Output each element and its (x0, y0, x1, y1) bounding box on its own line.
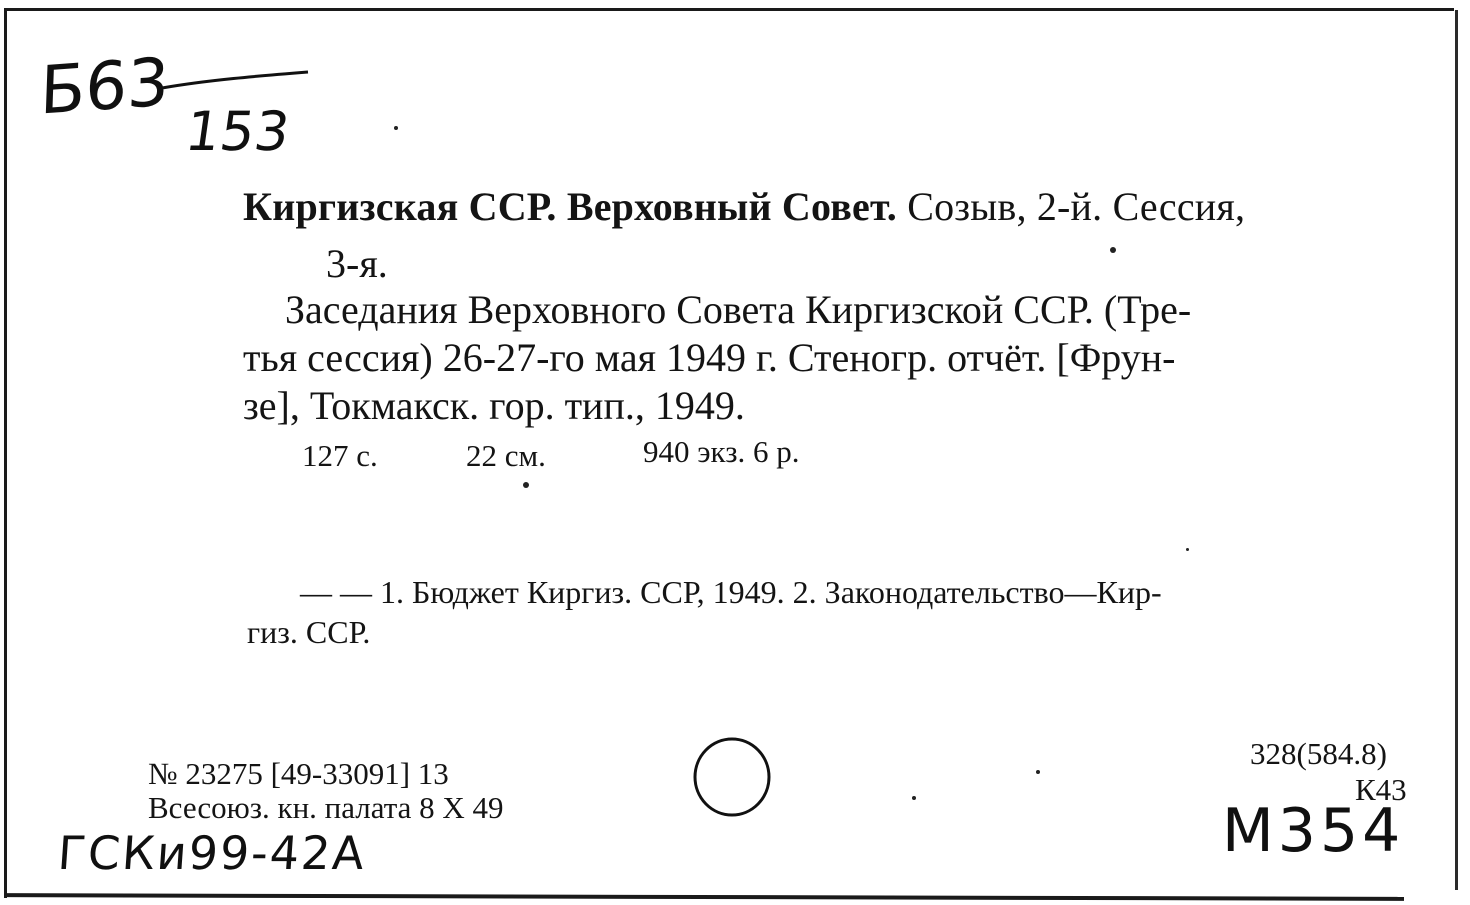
card-heading (243, 183, 1245, 230)
subject-headings-line: — — 1. Бюджет Киргиз. ССР, 1949. 2. Законодательство—Кир- (300, 574, 1162, 610)
ink-speck (1036, 770, 1040, 774)
card-hole (688, 735, 778, 825)
title-line: тья сессия) 26-27-го мая 1949 г. Стеногр. отчёт. [Фрун- (243, 335, 1176, 380)
card-border-left (4, 8, 7, 898)
title-line: зе], Токмакск. гор. тип., 1949. (243, 383, 745, 428)
heading-continuation: 3-я. (326, 241, 388, 286)
collation-copies: 940 экз. 6 р. (643, 434, 800, 469)
card-border-right (1455, 10, 1458, 890)
handwritten-call-number-top: Б63 (38, 43, 171, 130)
subject-headings-line: гиз. ССР. (247, 614, 371, 650)
card-number: № 23275 [49-33091] 13 (148, 756, 449, 791)
ink-speck (394, 126, 398, 130)
handwritten-stroke-line (158, 62, 318, 102)
udc-classification: 328(584.8) (1250, 736, 1387, 771)
collation-size: 22 см. (466, 438, 546, 473)
handwritten-shelf-mark: М354 (1222, 796, 1405, 866)
ink-speck (912, 796, 916, 800)
collation-pages: 127 с. (302, 438, 378, 473)
handwritten-call-number-bottom: 153 (181, 100, 294, 163)
handwritten-inventory-number: ГСКи99-42А (56, 826, 368, 880)
ink-speck (523, 482, 529, 488)
ink-speck (1110, 247, 1116, 253)
ink-speck (1186, 548, 1189, 551)
card-border-top (4, 8, 1454, 11)
title-line: Заседания Верховного Совета Киргизской ССР. (Тре- (285, 287, 1192, 332)
book-chamber-line: Всесоюз. кн. палата 8 X 49 (148, 790, 504, 825)
heading-session: Созыв, 2-й. Сессия, (897, 184, 1246, 229)
card-border-bottom (4, 893, 1404, 901)
heading-corporate-author: Киргизская ССР. Верховный Совет. (243, 184, 897, 229)
author-mark: К43 (1355, 772, 1407, 807)
